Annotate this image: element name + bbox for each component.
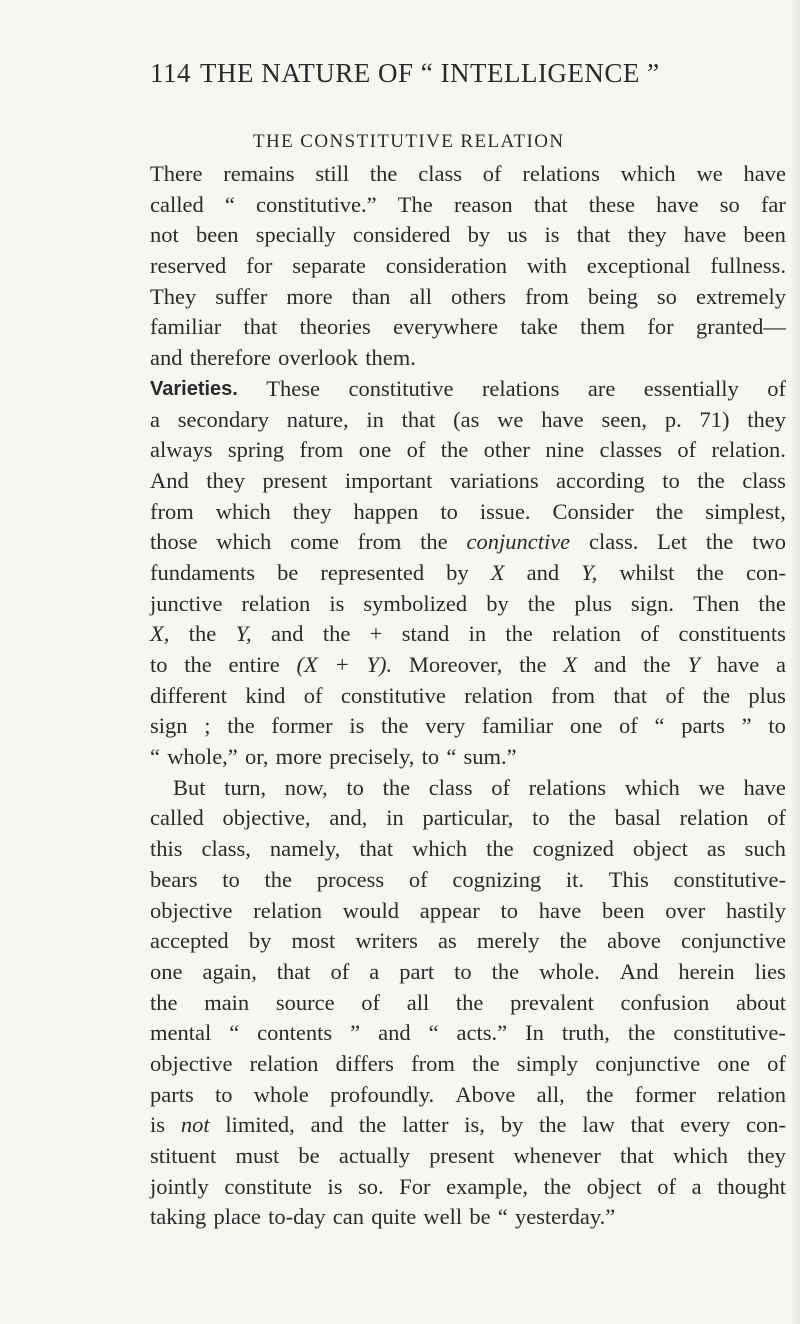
text-line: a secondary nature, in that (as we have seen, p. 71) they — [150, 406, 786, 432]
text-line: from which they happen to issue. Consider the simplest, — [150, 498, 786, 524]
text-line: those which come from the conjunctive class. Let the two — [150, 529, 786, 555]
text-line: is not limited, and the latter is, by the law that every con- — [150, 1112, 786, 1138]
text-line: parts to whole profoundly. Above all, the former relation — [150, 1081, 786, 1107]
running-header — [150, 58, 670, 98]
text-line: And they present important variations according to the class — [150, 467, 786, 493]
text-line: reserved for separate consideration with exceptional fullness. — [150, 253, 786, 279]
section-title: THE CONSTITUTIVE RELATION — [253, 131, 565, 152]
text-line: always spring from one of the other nine classes of relation. — [150, 437, 786, 463]
text-line: sign ; the former is the very familiar one of “ parts ” to — [150, 713, 786, 739]
text-line: They suffer more than all others from being so extremely — [150, 283, 786, 309]
text-line: one again, that of a part to the whole. And herein lies — [150, 958, 786, 984]
text-line: objective relation differs from the simply conjunctive one of — [150, 1050, 786, 1076]
running-title: THE NATURE OF “ INTELLIGENCE ” — [200, 58, 660, 88]
text-line: different kind of constitutive relation from that of the plus — [150, 682, 786, 708]
text-line: stituent must be actually present whenever that which they — [150, 1143, 786, 1168]
text-line: the main source of all the prevalent confusion about — [150, 989, 786, 1015]
text-line: jointly constitute is so. For example, the object of a thought — [150, 1173, 786, 1199]
text-line: and therefore overlook them. — [150, 345, 416, 371]
text-line: objective relation would appear to have been over hastily — [150, 897, 786, 923]
text-line: X, the Y, and the + stand in the relation of constituents — [150, 621, 786, 647]
text-line: “ whole,” or, more precisely, to “ sum.” — [150, 744, 517, 770]
text-line: mental “ contents ” and “ acts.” In truth, the constitutive- — [150, 1020, 786, 1046]
text-line: Varieties. These constitutive relations are essentially of — [150, 375, 786, 401]
text-line: called objective, and, in particular, to the basal relation of — [150, 805, 786, 831]
text-line: taking place to-day can quite well be “ yesterday.” — [150, 1204, 616, 1230]
body-text — [150, 159, 786, 1233]
text-line: fundaments be represented by X and Y, whilst the con- — [150, 559, 786, 585]
text-line: this class, namely, that which the cognized object as such — [150, 836, 786, 862]
text-line: not been specially considered by us is that they have been — [150, 222, 786, 248]
text-line: called “ constitutive.” The reason that these have so far — [150, 191, 786, 217]
text-line: But turn, now, to the class of relations which we have — [173, 774, 786, 800]
page-edge-shadow — [790, 0, 800, 1324]
text-line: to the entire (X + Y). Moreover, the X and the Y have a — [150, 652, 786, 677]
text-line: There remains still the class of relations which we have — [150, 161, 786, 186]
text-line: accepted by most writers as merely the above conjunctive — [150, 928, 786, 954]
page-number: 114 — [150, 58, 191, 88]
text-line: junctive relation is symbolized by the plus sign. Then the — [150, 590, 786, 616]
text-line: bears to the process of cognizing it. This constitutive- — [150, 866, 786, 892]
text-line: familiar that theories everywhere take them for granted— — [150, 314, 786, 340]
